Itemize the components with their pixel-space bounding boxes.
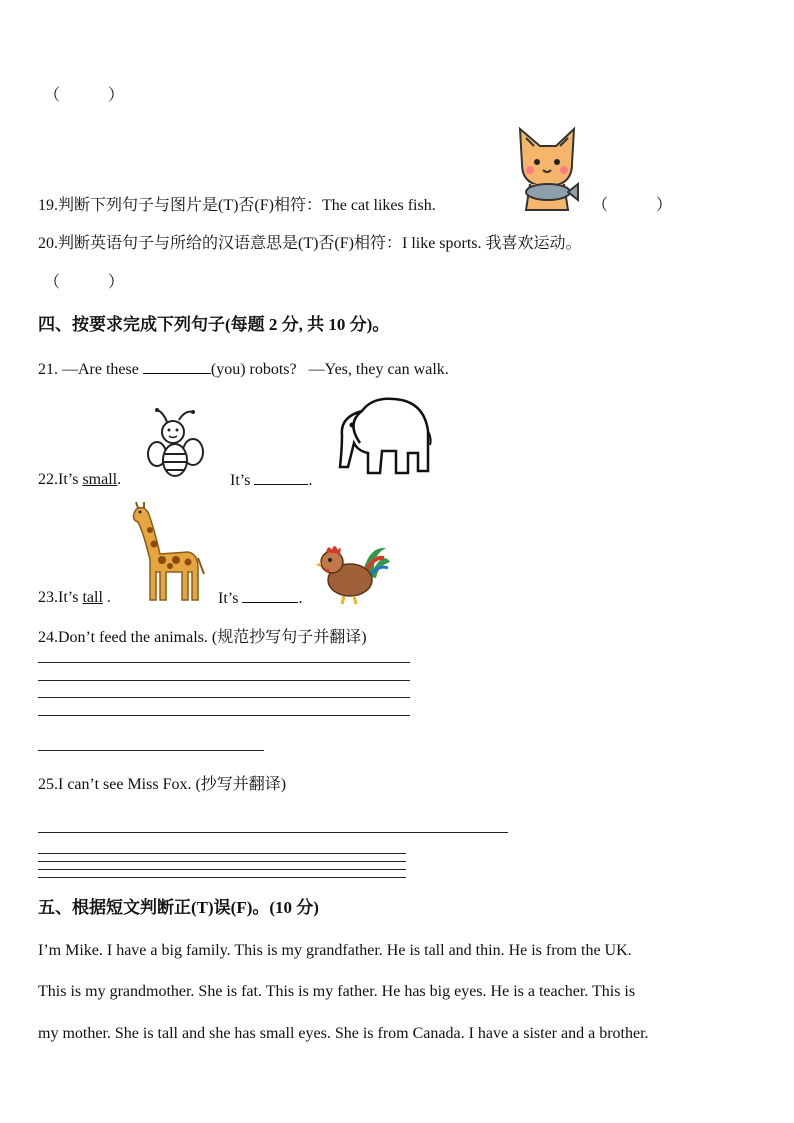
writing-line[interactable]	[38, 680, 410, 681]
section-5-title: 五、根据短文判断正(T)误(F)。(10 分)	[38, 898, 319, 917]
translation-line[interactable]	[38, 750, 264, 751]
passage-line-2: This is my grandmother. She is fat. This is my father. He has big eyes. He is a teacher. This is	[38, 983, 636, 1000]
question-23-underlined-word: tall	[82, 589, 103, 606]
question-20-answer-paren: （ ）	[44, 274, 125, 291]
question-21-part-a: —Are these	[62, 361, 139, 378]
question-20-text: 20.判断英语句子与所给的汉语意思是(T)否(F)相符：I like sports. 我喜欢运动。	[38, 235, 582, 252]
previous-answer-paren: （ ）	[44, 87, 125, 104]
bee-icon	[145, 408, 205, 480]
question-22-blank[interactable]	[254, 470, 308, 485]
question-24-text: 24.Don’t feed the animals. (规范抄写句子并翻译)	[38, 629, 367, 646]
question-21-part-c: —Yes, they can walk.	[308, 361, 449, 378]
question-21-part-b: (you) robots?	[210, 361, 297, 378]
question-22-number: 22.It’s	[38, 471, 79, 488]
question-22-right	[230, 470, 312, 490]
passage-line-1: I’m Mike. I have a big family. This is my grandfather. He is tall and thin. He is from the UK.	[38, 942, 632, 959]
rooster-icon	[314, 538, 392, 604]
giraffe-icon	[126, 500, 206, 602]
question-22-underlined-word: small	[82, 471, 118, 488]
question-23-right	[218, 588, 302, 608]
question-23-blank[interactable]	[242, 588, 298, 603]
writing-line[interactable]	[38, 877, 406, 878]
writing-line[interactable]	[38, 715, 410, 716]
cat-with-fish-icon	[512, 124, 582, 214]
question-23-end: .	[298, 590, 303, 607]
question-22-dot: .	[117, 471, 122, 488]
question-23-number: 23.It’s	[38, 589, 79, 606]
writing-line[interactable]	[38, 869, 406, 870]
passage-line-3: my mother. She is tall and she has small eyes. She is from Canada. I have a sister and a brother.	[38, 1025, 649, 1042]
question-21-blank[interactable]	[143, 359, 211, 374]
writing-line[interactable]	[38, 853, 406, 854]
question-22-left	[38, 470, 121, 489]
writing-line[interactable]	[38, 697, 410, 698]
question-22-end: .	[308, 472, 313, 489]
question-19-text: 19.判断下列句子与图片是(T)否(F)相符：The cat likes fish.	[38, 197, 436, 214]
translation-line[interactable]	[38, 832, 508, 833]
question-22-its: It’s	[230, 472, 251, 489]
question-25-text: 25.I can’t see Miss Fox. (抄写并翻译)	[38, 776, 287, 793]
question-23-left	[38, 588, 111, 607]
question-23-its: It’s	[218, 590, 239, 607]
question-21	[38, 359, 449, 379]
question-23-dot: .	[106, 589, 111, 606]
writing-line[interactable]	[38, 662, 410, 663]
section-4-title: 四、按要求完成下列句子(每题 2 分, 共 10 分)。	[38, 315, 390, 334]
question-21-number: 21.	[38, 361, 62, 378]
writing-line[interactable]	[38, 861, 406, 862]
question-19-answer-paren: （ ）	[592, 197, 673, 214]
elephant-icon	[332, 393, 432, 483]
